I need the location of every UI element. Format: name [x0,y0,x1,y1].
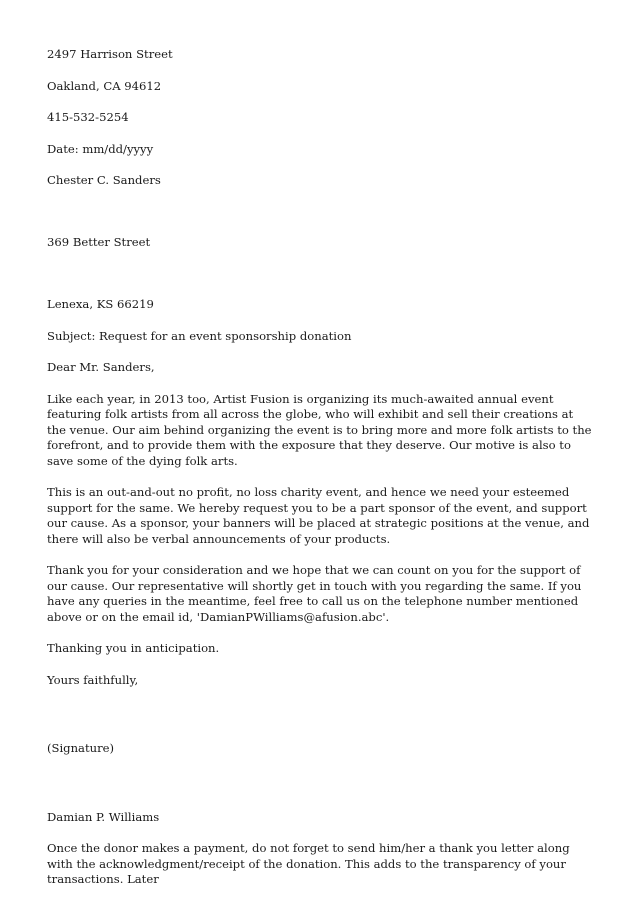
body-paragraph-2: This is an out-and-out no profit, no loss charity event, and hence we need your esteemed support for the same. We hereby request you to be a part sponsor of the event, and support our cause. As a sponsor, your banners will be placed at strategic positions at the venue, and there will also be verbal announcements of your products. [47,485,590,546]
closing-line: Yours faithfully, [47,672,139,687]
sender-phone: 415-532-5254 [47,110,129,124]
sender-street: 2497 Harrison Street [47,47,173,61]
sender-city: Oakland, CA 94612 [47,78,162,93]
body-paragraph-4: Once the donor makes a payment, do not forget to send him/her a thank you letter along with the acknowledgment/receipt of the donation. This adds to the transparency of your transactions. Later [47,841,570,886]
recipient-name: Chester C. Sanders [47,173,161,187]
recipient-city: Lenexa, KS 66219 [47,297,154,311]
thanking-line: Thanking you in anticipation. [47,641,220,655]
recipient-street: 369 Better Street [47,234,151,249]
letter-body [47,47,595,904]
salutation: Dear Mr. Sanders, [47,360,155,374]
body-paragraph-1: Like each year, in 2013 too, Artist Fusion is organizing its much-awaited annual event featuring folk artists from all across the globe, who will exhibit and sell their creations at the venue. Our aim behind organizing the event is to bring more and more folk artists to the forefront, and to provide them with the exposure that they deserve. Our motive is also to save some of the dying folk arts. [47,391,592,468]
signature-placeholder: (Signature) [47,741,115,755]
letter-date: Date: mm/dd/yyyy [47,141,154,156]
body-paragraph-3: Thank you for your consideration and we hope that we can count on you for the support of our cause. Our representative will shortly get in touch with you regarding the same. If you have any queries in the meantime, feel free to call us on the telephone number mentioned above or on the email id, 'DamianPWilliams@afusion.abc'. [47,563,582,624]
letter-subject: Subject: Request for an event sponsorship donation [47,328,352,343]
signer-name: Damian P. Williams [47,809,160,824]
